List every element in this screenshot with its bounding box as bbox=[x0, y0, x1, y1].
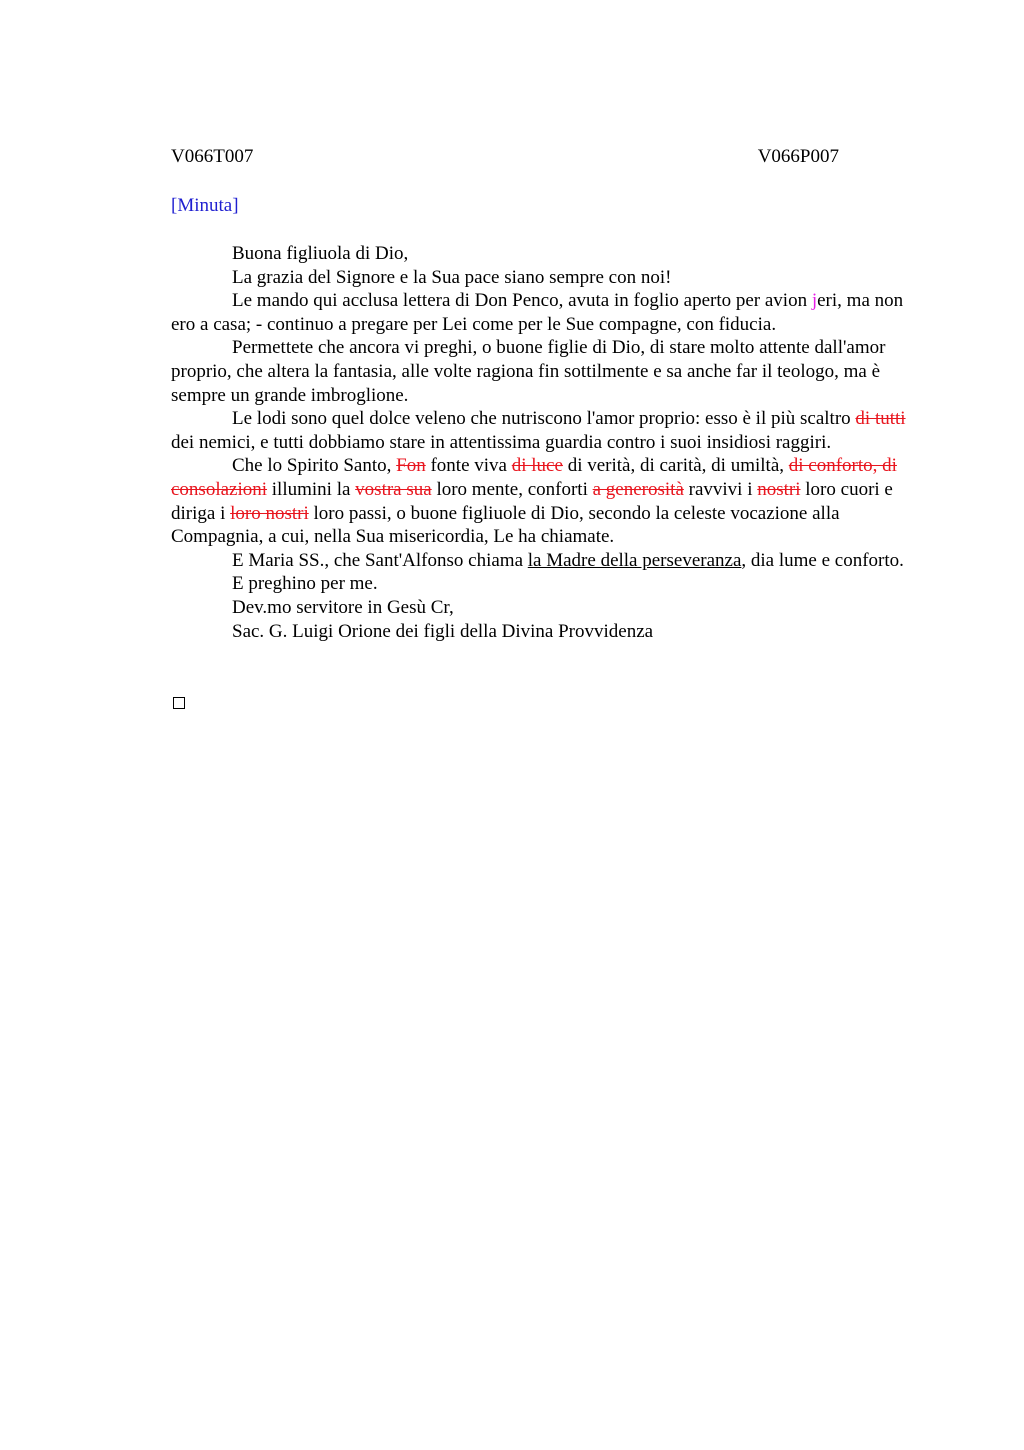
paragraph-3 bbox=[171, 407, 931, 454]
paragraph-4 bbox=[171, 454, 931, 548]
deleted-text: nostri bbox=[757, 478, 801, 500]
end-marker-box bbox=[173, 697, 185, 709]
deleted-text: vostra sua bbox=[355, 478, 432, 500]
text-run: Che lo Spirito Santo, bbox=[232, 455, 397, 477]
deleted-text: di conforto, di consolazioni bbox=[171, 455, 897, 500]
closing-request: E preghino per me. bbox=[232, 573, 378, 595]
text-run: dei nemici, e tutti dobbiamo stare in attentissima guardia contro i suoi insidiosi raggiri. bbox=[171, 431, 832, 453]
correction-mark: j bbox=[811, 290, 818, 312]
text-run: eri, ma non ero a casa; - continuo a pregare per Lei come per le Sue compagne, con fiducia. bbox=[171, 290, 904, 335]
text-run: loro cuori e diriga i bbox=[171, 478, 893, 524]
signature: Sac. G. Luigi Orione dei figli della Divina Provvidenza bbox=[232, 620, 654, 642]
draft-label: [Minuta] bbox=[171, 195, 239, 216]
document-code-left: V066T007 bbox=[171, 146, 254, 167]
paragraph-5 bbox=[171, 549, 931, 573]
text-run: , dia lume e conforto. bbox=[741, 549, 904, 571]
letter-body bbox=[171, 242, 931, 643]
text-run: loro passi, o buone figliuole di Dio, secondo la celeste vocazione alla Compagnia, a cui, nella Sua misericordia, Le ha chiamate. bbox=[171, 502, 840, 548]
text-run: Le lodi sono quel dolce veleno che nutriscono l'amor proprio: esso è il più scaltro bbox=[232, 408, 856, 430]
document-code-right: V066P007 bbox=[757, 146, 839, 167]
salutation: Buona figliuola di Dio, bbox=[232, 243, 409, 264]
greeting: La grazia del Signore e la Sua pace siano sempre con noi! bbox=[232, 266, 672, 288]
deleted-text: di luce bbox=[511, 455, 563, 477]
underlined-text: la Madre della perseveranza bbox=[527, 549, 742, 571]
document-codes bbox=[171, 146, 839, 170]
closing-servant: Dev.mo servitore in Gesù Cr, bbox=[232, 596, 454, 618]
deleted-text: Fon bbox=[396, 455, 426, 477]
text-run: ravvivi i bbox=[683, 478, 758, 500]
text-run: Le mando qui acclusa lettera di Don Penco, avuta in foglio aperto per avion bbox=[232, 290, 812, 312]
text-run: di verità, di carità, di umiltà, bbox=[562, 455, 789, 477]
paragraph-2: Permettete che ancora vi preghi, o buone figlie di Dio, di stare molto attente dall'amor proprio, che altera la fantasia, alle volte ragiona fin sottilmente e sa anche far il teologo, ma è sempre un grande imbroglione. bbox=[171, 337, 886, 406]
paragraph-1 bbox=[171, 289, 931, 336]
deleted-text: a generosità bbox=[592, 478, 684, 500]
text-run: illumini la bbox=[267, 478, 356, 500]
text-run: E Maria SS., che Sant'Alfonso chiama bbox=[232, 549, 528, 571]
deleted-text: di tutti bbox=[855, 408, 906, 430]
deleted-text: loro nostri bbox=[230, 502, 309, 524]
text-run: loro mente, conforti bbox=[431, 478, 593, 500]
text-run: fonte viva bbox=[425, 455, 512, 477]
